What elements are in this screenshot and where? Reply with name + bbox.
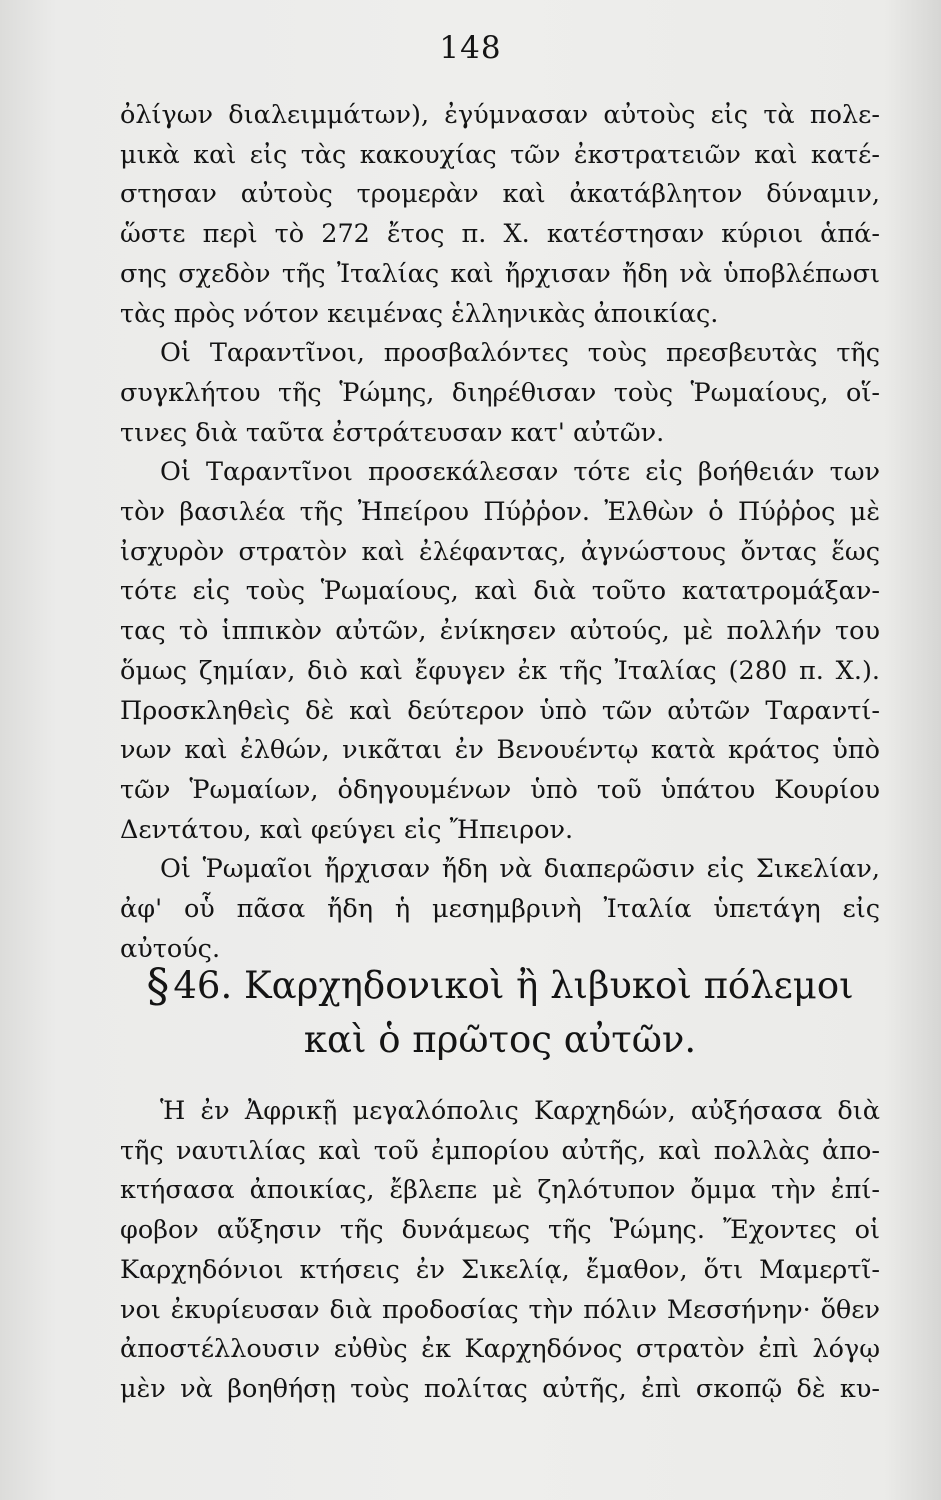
text-line: ὥστε περὶ τὸ 272 ἔτος π. Χ. κατέστησαν κύριοι ἁπά-	[120, 219, 880, 250]
section-heading-line-1	[120, 958, 880, 1013]
text-line: Οἱ Ῥωμαῖοι ἤρχισαν ἤδη νὰ διαπερῶσιν εἰς Σικελίαν,	[160, 854, 880, 885]
text-line: συγκλήτου τῆς Ῥώμης, διηρέθισαν τοὺς Ῥωμαίους, οἵ-	[120, 377, 880, 408]
text-block-before-heading	[120, 96, 880, 969]
text-line: μὲν νὰ βοηθήσῃ τοὺς πολίτας αὐτῆς, ἐπὶ σκοπῷ δὲ κυ-	[120, 1373, 880, 1404]
text-line: τῶν Ῥωμαίων, ὁδηγουμένων ὑπὸ τοῦ ὑπάτου Κουρίου	[120, 774, 880, 805]
text-line: Προσκληθεὶς δὲ καὶ δεύτερον ὑπὸ τῶν αὐτῶν Ταραντί-	[120, 695, 880, 726]
section-heading	[120, 958, 880, 1067]
text-block-after-heading	[120, 1092, 880, 1410]
text-line: μικὰ καὶ εἰς τὰς κακουχίας τῶν ἐκστρατειῶν καὶ κατέ-	[120, 139, 880, 170]
text-line: ἀποστέλλουσιν εὐθὺς ἐκ Καρχηδόνος στρατὸν ἐπὶ λόγῳ	[120, 1334, 880, 1365]
text-line: τὰς πρὸς νότον κειμένας ἑλληνικὰς ἀποικίας.	[120, 298, 719, 329]
text-line: ὀλίγων διαλειμμάτων), ἐγύμνασαν αὐτοὺς εἰς τὰ πολε-	[120, 100, 880, 130]
text-line: τῆς ναυτιλίας καὶ τοῦ ἐμπορίου αὐτῆς, καὶ πολλὰς ἀπο-	[120, 1135, 880, 1166]
text-line: φοβον αὔξησιν τῆς δυνάμεως τῆς Ῥώμης. Ἔχοντες οἱ	[120, 1215, 880, 1246]
text-line: τας τὸ ἱππικὸν αὐτῶν, ἐνίκησεν αὐτούς, μὲ πολλήν του	[120, 616, 880, 647]
text-line: αὐτούς.	[120, 933, 221, 964]
page-number: 148	[439, 30, 502, 66]
text-line: τότε εἰς τοὺς Ῥωμαίους, καὶ διὰ τοῦτο κατατρομάξαν-	[120, 576, 880, 607]
text-line: Δεντάτου, καὶ φεύγει εἰς Ἤπειρον.	[120, 814, 574, 845]
text-line: νοι ἐκυρίευσαν διὰ προδοσίας τὴν πόλιν Μεσσήνην· ὅθεν	[120, 1294, 880, 1325]
text-line: τινες διὰ ταῦτα ἐστράτευσαν κατ' αὐτῶν.	[120, 417, 665, 448]
text-line: Καρχηδόνιοι κτήσεις ἐν Σικελίᾳ, ἔμαθον, ὅτι Μαμερτῖ-	[120, 1254, 880, 1285]
text-line: νων καὶ ἐλθών, νικᾶται ἐν Βενουέντῳ κατὰ κράτος ὑπὸ	[120, 735, 880, 766]
text-line: Ἡ ἐν Ἀφρικῇ μεγαλόπολις Καρχηδών, αὐξήσασα διὰ	[160, 1096, 880, 1126]
text-line: ἰσχυρὸν στρατὸν καὶ ἐλέφαντας, ἀγνώστους ὄντας ἕως	[120, 536, 880, 567]
text-line: Οἱ Ταραντῖνοι προσεκάλεσαν τότε εἰς βοήθειάν των	[160, 457, 880, 488]
text-line: στησαν αὐτοὺς τρομερὰν καὶ ἀκατάβλητον δύναμιν,	[120, 179, 880, 210]
section-heading-line-2: καὶ ὁ πρῶτος αὐτῶν.	[303, 1018, 697, 1061]
text-line: τὸν βασιλέα τῆς Ἠπείρου Πύῤῥον. Ἐλθὼν ὁ Πύῤῥος μὲ	[120, 497, 880, 528]
text-line: Οἱ Ταραντῖνοι, προσβαλόντες τοὺς πρεσβευτὰς τῆς	[160, 338, 880, 369]
text-line: ἀφ' οὗ πᾶσα ἤδη ἡ μεσημβρινὴ Ἰταλία ὑπετάγη εἰς	[120, 894, 880, 925]
section-symbol: §	[146, 958, 170, 1012]
text-line: σης σχεδὸν τῆς Ἰταλίας καὶ ἤρχισαν ἤδη νὰ ὑποβλέπωσι	[120, 258, 880, 289]
text-line: ὅμως ζημίαν, διὸ καὶ ἔφυγεν ἐκ τῆς Ἰταλίας (280 π. Χ.).	[120, 655, 880, 686]
text-line: κτήσασα ἀποικίας, ἔβλεπε μὲ ζηλότυπον ὄμμα τὴν ἐπί-	[120, 1175, 880, 1206]
section-title: 46. Καρχηδονικοὶ ἢ λιβυκοὶ πόλεμοι	[173, 964, 854, 1007]
